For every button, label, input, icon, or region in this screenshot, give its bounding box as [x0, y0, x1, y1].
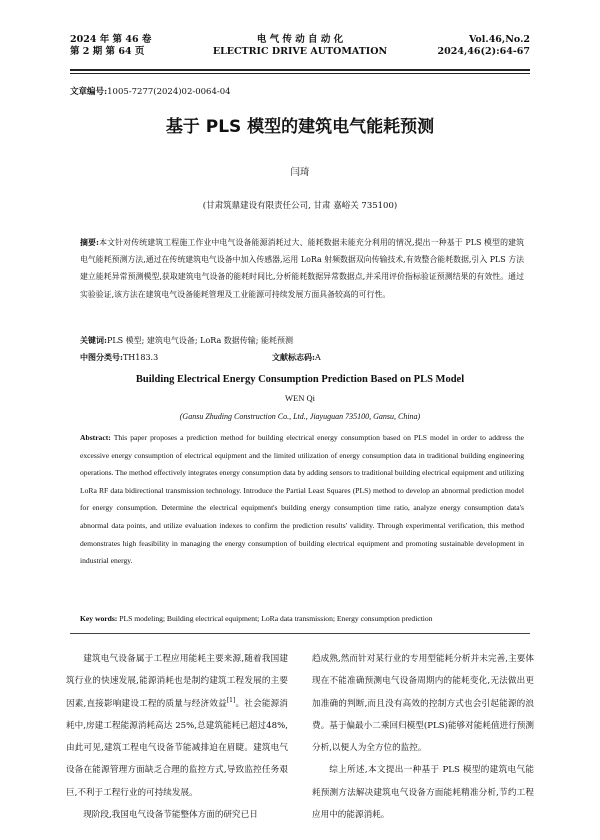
keywords-en-text: PLS modeling; Building electrical equipment; LoRa data transmission; Energy consumption prediction	[119, 614, 433, 623]
keywords-en	[80, 614, 524, 623]
article-number-value: 1005-7277(2024)02-0064-04	[107, 87, 231, 97]
issue-volume-cn: 2024 年 第 46 卷	[70, 34, 152, 45]
clc-label: 中图分类号:	[80, 352, 123, 362]
issue-volume-en: Vol.46,No.2	[468, 34, 530, 45]
header-rule-thick	[70, 69, 530, 71]
body-paragraph: 综上所述,本文提出一种基于 PLS 模型的建筑电气能耗预测方法解决建筑电气设备方面能耗精准分析,节约工程应用中的能源消耗。	[312, 765, 534, 821]
author-cn: 闫琦	[290, 167, 310, 178]
abstract-en-label: Abstract:	[80, 433, 111, 442]
keywords-cn-label: 关键词:	[80, 335, 107, 345]
citation-ref: [1]	[226, 696, 236, 704]
issue-info-en	[438, 34, 530, 58]
body-column-right	[312, 648, 534, 826]
journal-name-en: ELECTRIC DRIVE AUTOMATION	[212, 46, 388, 57]
keywords-cn	[80, 335, 524, 346]
body-paragraph: 趋成熟,然而针对某行业的专用型能耗分析并未完善,主要体现在不能准确预测电气设备周期内的能耗变化,无法做出更加准确的判断,而且没有高效的控制方式也会引起能源的浪费。基于偏最小二乘回归模型(PLS)能够对能耗值进行预测分析,以便人为全方位的监控。	[312, 654, 534, 754]
abstract-cn	[80, 234, 524, 303]
clc-value: TH183.3	[122, 353, 159, 362]
journal-name-cn: 电 气 传 动 自 动 化	[256, 34, 344, 45]
article-number-label: 文章编号:	[70, 87, 108, 97]
article-number	[70, 85, 231, 97]
affiliation-cn: (甘肃筑鼎建设有限责任公司, 甘肃 嘉峪关 735100)	[202, 201, 398, 211]
author-en: WEN Qi	[285, 393, 315, 403]
title-cn: 基于 PLS 模型的建筑电气能耗预测	[165, 117, 435, 137]
journal-header	[70, 34, 530, 70]
clc-number	[80, 352, 158, 363]
section-divider	[70, 633, 530, 634]
body-column-left	[66, 648, 288, 826]
document-code	[272, 352, 321, 363]
abstract-en	[80, 429, 524, 570]
keywords-en-label: Key words:	[80, 614, 118, 623]
issue-pages-en: 2024,46(2):64-67	[437, 46, 530, 57]
body-paragraph	[66, 648, 288, 804]
abstract-cn-label: 摘要:	[80, 238, 99, 247]
abstract-cn-text: 本文针对传统建筑工程施工作业中电气设备能源消耗过大、能耗数据未能充分利用的情况,提出一种基于 PLS 模型的建筑电气能耗预测方法,通过在传统建筑电气设备中加入传感器,运用 LoRa 射频数据双向传输技术,有效整合能耗数据,引入 PLS 方法建立能耗异常预测模型,获取建筑电气设备的能耗时间比,分析能耗数据异常数据点,并采用评价指标验证预测结果的有效性。通过实验验证,该方法在建筑电气设备能耗管理及工业能源可持续发展方面具备较高的可行性。	[80, 238, 524, 299]
doc-code-label: 文献标志码:	[272, 352, 315, 362]
abstract-en-text: This paper proposes a prediction method for building electrical energy consumption based on PLS model in order to address the excessive energy consumption of electrical equipment and the limited utilization of energy consumption data in traditional building engineering operations. The method effectively integrates energy consumption data by adding sensors to traditional building electrical equipment and utilizing LoRa RF data bidirectional transmission technology. Introduce the Partial Least Squares (PLS) method to develop an abnormal prediction model for energy consumption. Determine the electrical equipment's building energy consumption time ratio, analyze energy consumption data's abnormal data points, and utilize evaluation indexes to confirm the prediction results' validity. Through experimental verification, this method demonstrates high feasibility in managing the energy consumption of building electrical equipment and promoting sustainable development in industrial energy.	[80, 433, 524, 566]
doc-code-value: A	[314, 353, 321, 362]
title-en: Building Electrical Energy Consumption Prediction Based on PLS Model	[135, 374, 465, 385]
issue-number-cn: 第 2 期 第 64 页	[70, 46, 145, 57]
body-text: 。社会能源消耗中,房建工程能源消耗高达 25%,总建筑能耗已超过48%,由此可见,建筑工程电气设备节能减排迫在眉睫。建筑电气设备在能源管理方面缺乏合理的监控方式,导致监控任务艰巨,不利于工程行业的可持续发展。	[66, 698, 288, 798]
keywords-cn-text: PLS 模型; 建筑电气设备; LoRa 数据传输; 能耗预测	[106, 336, 294, 345]
affiliation-en: (Gansu Zhuding Construction Co., Ltd., Jiayuguan 735100, Gansu, China)	[179, 412, 421, 421]
body-paragraph: 现阶段,我国电气设备节能整体方面的研究已日	[83, 810, 258, 821]
body-text: 建筑电气设备属于工程应用能耗主要来源,随着我国建筑行业的快速发展,能源消耗也是制约建筑工程发展的主要因素,直接影响建设工程的质量与经济效益	[66, 654, 288, 709]
header-rule-thin	[70, 73, 530, 74]
